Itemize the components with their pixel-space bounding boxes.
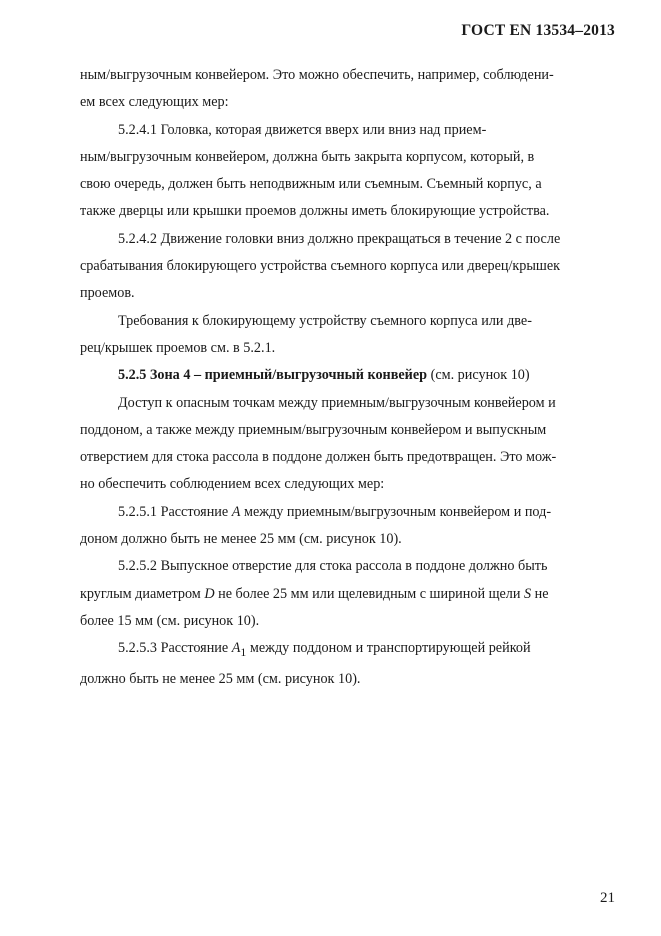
standard-header: ГОСТ EN 13534–2013 <box>461 22 615 39</box>
variable-s: S <box>524 585 532 602</box>
section-heading-bold: 5.2.5 Зона 4 – приемный/выгрузочный конвейер <box>118 367 428 384</box>
clause-5-2-5-3 <box>80 635 615 693</box>
clause-text: 5.2.5.1 Расстояние <box>118 503 232 520</box>
body-text <box>80 62 615 694</box>
variable-a1: A <box>231 640 241 657</box>
clause-5-2-4-1: 5.2.4.1 Головка, которая движется вверх или вниз над прием- ным/выгрузочным конвейером, должна быть закрыта корпусом, который, в свою очередь, должен быть неподвижным или съемным. Съемный корпус, а также дверцы или крышки проемов должны иметь блокирующие устройства. <box>80 121 550 220</box>
section-5-2-5-heading <box>80 362 615 389</box>
clause-5-2-5-2 <box>80 553 615 635</box>
page-number: 21 <box>600 890 615 906</box>
clause-5-2-4-2: 5.2.4.2 Движение головки вниз должно прекращаться в течение 2 с после срабатывания блокирующего устройства съемного корпуса или дверец/крышек проемов. <box>80 230 561 302</box>
paragraph-continuation: ным/выгрузочным конвейером. Это можно обеспечить, например, соблюдени- ем всех следующих мер: <box>80 67 554 111</box>
clause-text: 5.2.5.3 Расстояние <box>118 640 232 657</box>
access-prevention-paragraph: Доступ к опасным точкам между приемным/выгрузочным конвейером и поддоном, а также между приемным/выгрузочным конвейером и выпускным отверстием для стока рассола в поддоне должен быть предотвращен. Это мож- но обеспечить соблюдением всех следующих мер: <box>80 394 557 493</box>
clause-text: 5.2.5.2 Выпускное отверстие для стока рассола в поддоне должно быть круглым диаметром <box>80 558 548 602</box>
section-heading-ref: (см. рисунок 10) <box>427 367 530 384</box>
variable-d: D <box>204 585 215 602</box>
clause-text: между приемным/выгрузочным конвейером и под- доном должно быть не менее 25 мм (см. рисунок 10). <box>80 503 552 548</box>
clause-5-2-5-1 <box>80 499 615 554</box>
interlock-requirements-note: Требования к блокирующему устройству съемного корпуса или две- рец/крышек проемов см. в 5.2.1. <box>80 312 532 356</box>
clause-text: между поддоном и транспортирующей рейкой должно быть не менее 25 мм (см. рисунок 10). <box>80 640 531 688</box>
clause-text: не более 15 мм (см. рисунок 10). <box>80 585 549 629</box>
clause-text: не более 25 мм или щелевидным с шириной щели <box>214 585 525 602</box>
variable-a: A <box>231 503 241 520</box>
variable-a1-subscript: 1 <box>240 645 247 660</box>
